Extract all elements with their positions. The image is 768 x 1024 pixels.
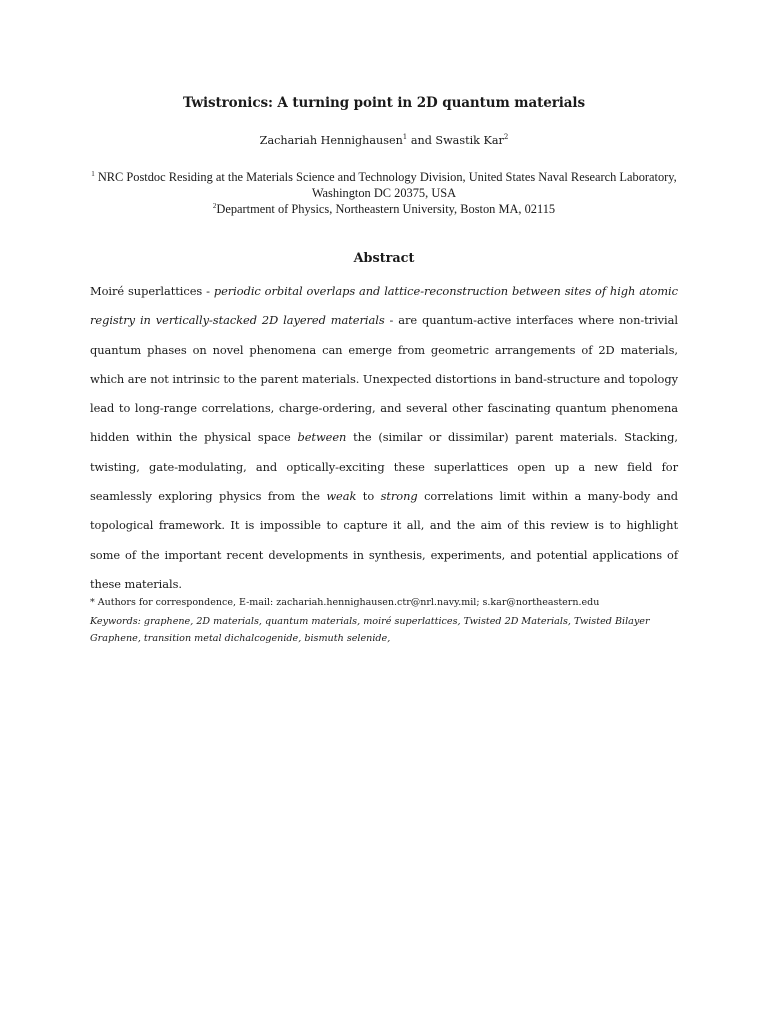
author-name: Swastik Kar: [435, 134, 504, 147]
abstract-text: - are quantum-active interfaces where non-trivial quantum phases on novel phenomena can emerge from geometric arrangements of 2D materials, which are not intrinsic to the parent materials. Unexpected distortions in band-structure and topology lead to long-range correlations, charge-ordering, and several other fascinating quantum phenomena hidden within the physical space: [90, 313, 678, 445]
paper-title: Twistronics: A turning point in 2D quantum materials: [183, 95, 585, 111]
abstract-text: correlations limit within a many-body and topological framework. It is impossible to capture it all, and the aim of this review is to highlight some of the important recent developments in synthesis, experiments, and potential applications of these materials.: [90, 489, 678, 591]
affiliation-1: [90, 169, 678, 201]
affiliation-mark: 2: [212, 202, 217, 210]
abstract-italic-text: weak: [326, 489, 357, 504]
abstract-text: the (similar or dissimilar) parent materials. Stacking, twisting, gate-modulating, and optically-exciting these superlattices open up a new field for seamlessly exploring physics from the: [90, 430, 678, 504]
affiliation-text: NRC Postdoc Residing at the Materials Science and Technology Division, United States Naval Research Laboratory, Washington DC 20375, USA: [94, 170, 677, 200]
affiliation-2: [90, 201, 678, 217]
affiliation-mark: 2: [503, 133, 509, 141]
abstract-italic-text: strong: [380, 489, 418, 504]
author-line: [90, 134, 678, 147]
author-name: Zachariah Hennighausen: [259, 134, 403, 147]
abstract-text: to: [356, 489, 381, 504]
abstract-heading: Abstract: [353, 251, 415, 266]
abstract-italic-text: periodic orbital overlaps and lattice-reconstruction between sites of high atomic registry in vertically-stacked 2D layered materials: [90, 284, 678, 328]
affiliation-mark: 1: [402, 133, 408, 141]
abstract-body: [90, 277, 678, 599]
author-joiner: and: [407, 134, 436, 147]
abstract-italic-text: between: [297, 430, 347, 445]
keywords: Keywords: graphene, 2D materials, quantum materials, moiré superlattices, Twisted 2D Materials, Twisted Bilayer Graphene, transition metal dichalcogenide, bismuth selenide,: [90, 616, 650, 644]
affiliation-text: Department of Physics, Northeastern University, Boston MA, 02115: [216, 202, 556, 216]
affiliation-mark: 1: [91, 170, 95, 178]
abstract-text: Moiré superlattices -: [90, 284, 214, 298]
correspondence-note: * Authors for correspondence, E-mail: zachariah.hennighausen.ctr@nrl.navy.mil; s.kar@northeastern.edu: [90, 597, 600, 608]
